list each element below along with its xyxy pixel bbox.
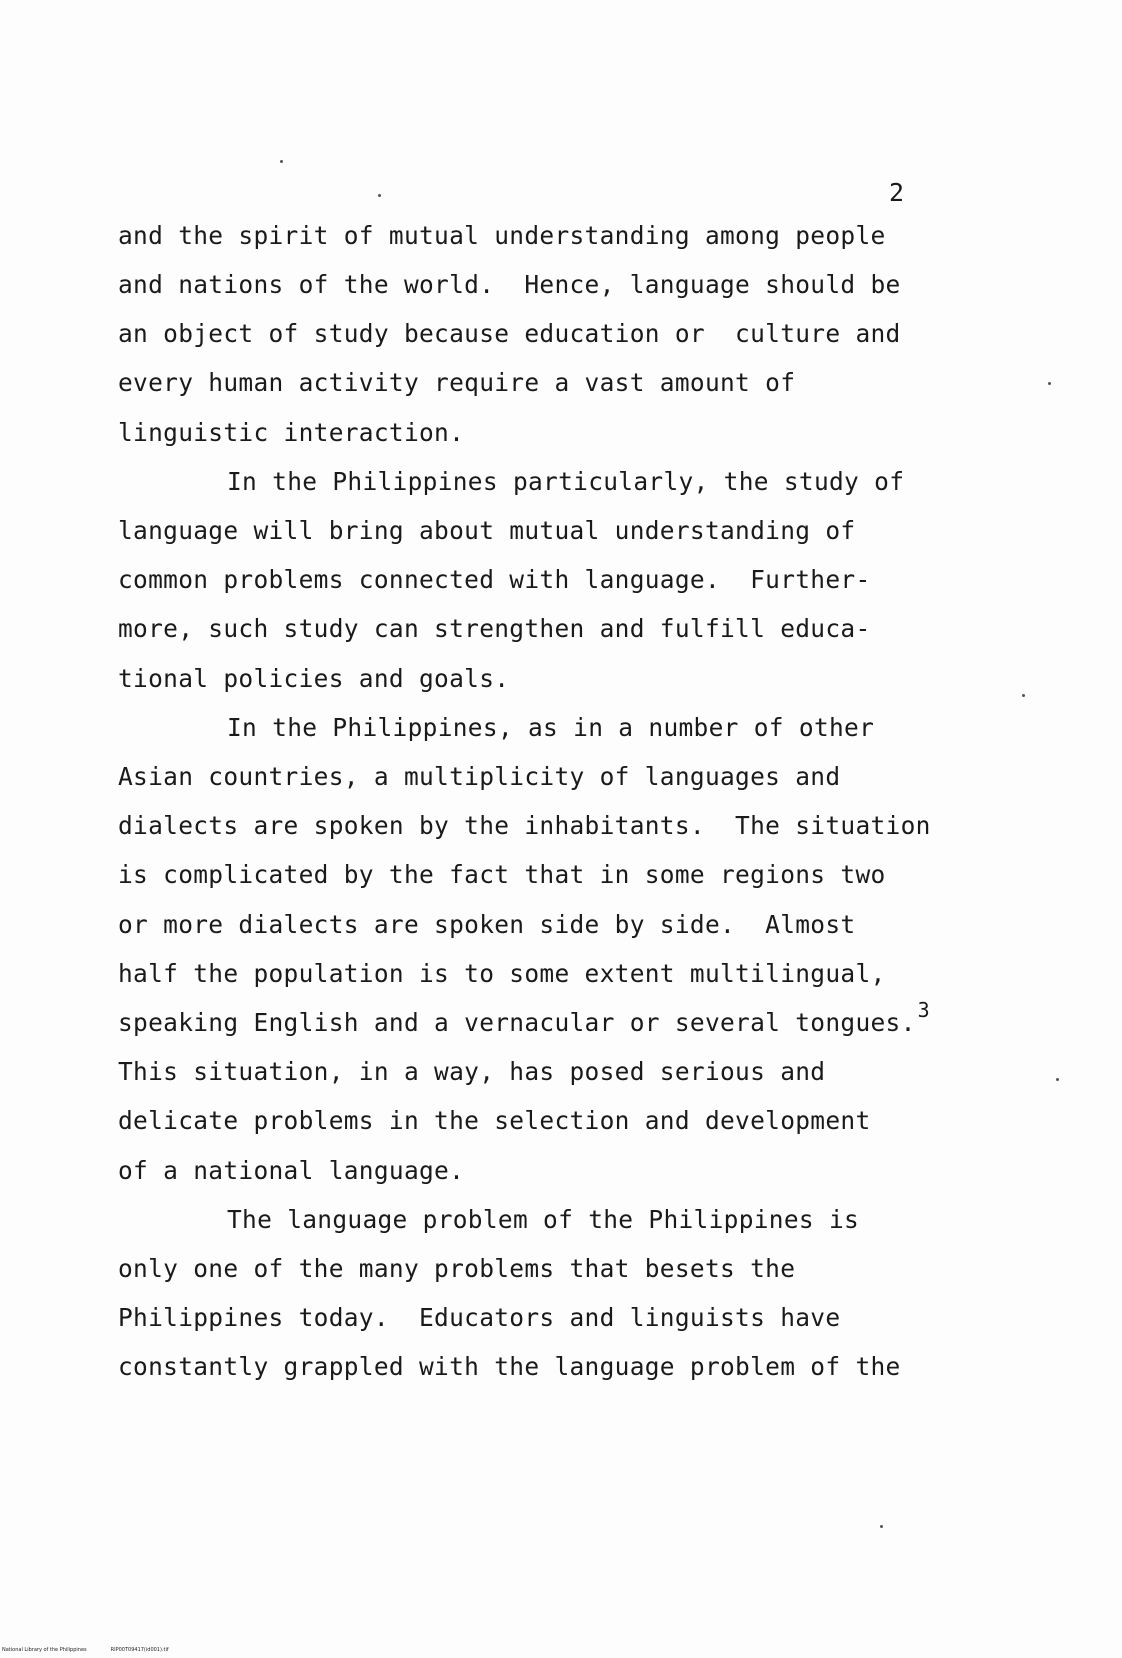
page-number: 2 — [889, 178, 906, 207]
text-line: more, such study can strengthen and fulfill educa- — [118, 614, 871, 643]
text-line: linguistic interaction. — [118, 418, 465, 447]
text-line: or more dialects are spoken side by side. Almost — [118, 910, 856, 939]
text-line: speaking English and a vernacular or several tongues. — [118, 1008, 916, 1037]
scan-speck — [1022, 694, 1025, 697]
scan-speck — [378, 194, 381, 197]
footer-code: RIP00T09417(id001).tif — [110, 1647, 169, 1653]
footer-source: National Library of the Philippines — [2, 1647, 87, 1653]
text-line: Philippines today. Educators and linguists have — [118, 1303, 841, 1332]
text-line: an object of study because education or culture and — [118, 319, 901, 348]
text-line: of a national language. — [118, 1156, 465, 1185]
text-line: tional policies and goals. — [118, 664, 510, 693]
scan-speck — [1048, 382, 1051, 385]
scan-footer — [2, 1647, 169, 1653]
text-line: delicate problems in the selection and development — [118, 1106, 871, 1135]
text-line: only one of the many problems that besets the — [118, 1254, 796, 1283]
text-line: every human activity require a vast amount of — [118, 368, 796, 397]
scan-speck — [880, 1525, 883, 1528]
text-line: language will bring about mutual understanding of — [118, 516, 856, 545]
text-line: This situation, in a way, has posed serious and — [118, 1057, 826, 1086]
paragraph-start-line: In the Philippines particularly, the study of — [227, 467, 905, 496]
paragraph-start-line: In the Philippines, as in a number of other — [227, 713, 875, 742]
text-line-with-footnote — [118, 998, 931, 1037]
text-line: Asian countries, a multiplicity of languages and — [118, 762, 841, 791]
text-line: and the spirit of mutual understanding among people — [118, 221, 886, 250]
footnote-marker: 3 — [917, 998, 931, 1022]
scan-speck — [1056, 1078, 1059, 1081]
scan-speck — [280, 160, 283, 163]
text-line: constantly grappled with the language problem of the — [118, 1352, 901, 1381]
text-line: and nations of the world. Hence, language should be — [118, 270, 901, 299]
paragraph-start-line: The language problem of the Philippines is — [227, 1205, 860, 1234]
text-line: dialects are spoken by the inhabitants. The situation — [118, 811, 931, 840]
text-line: is complicated by the fact that in some regions two — [118, 860, 886, 889]
text-line: common problems connected with language. Further- — [118, 565, 871, 594]
text-line: half the population is to some extent multilingual, — [118, 959, 886, 988]
